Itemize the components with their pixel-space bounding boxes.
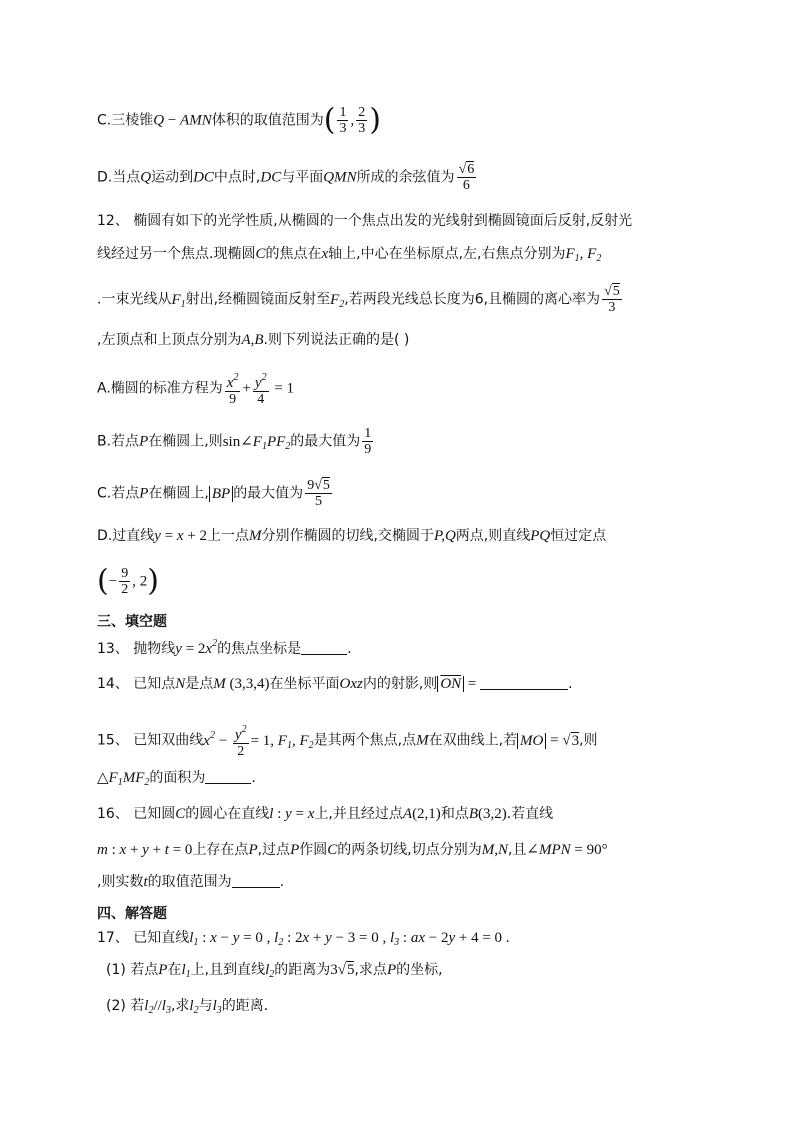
text: C.若点 <box>97 485 140 502</box>
text: ,求 <box>170 998 190 1014</box>
section-3-title: 三、填空题 <box>97 614 167 630</box>
answer-blank <box>301 640 347 655</box>
math: = <box>464 676 481 692</box>
text: 线经过另一个焦点.现椭圆 <box>97 246 256 262</box>
math: l : y = x <box>269 806 315 822</box>
math: P <box>290 842 300 858</box>
text: 在坐标平面 <box>269 676 340 692</box>
fraction: $\frac{2}{3}$ <box>358 105 366 136</box>
math: P <box>139 433 149 450</box>
math: QMN <box>323 169 357 186</box>
text: 两点,则直线 <box>455 528 531 544</box>
q12-option-b <box>97 426 375 457</box>
text: 的焦点坐标是 <box>217 641 302 657</box>
math: ∠MPN = 90° <box>526 842 608 858</box>
text: 上,并且经过点 <box>314 806 403 822</box>
text: D.当点 <box>97 169 141 186</box>
q12-line-1: 12、 椭圆有如下的光学性质,从椭圆的一个焦点出发的光线射到椭圆镜面后反射,反射光 <box>97 213 633 229</box>
math: M,N <box>481 842 508 858</box>
answer-blank <box>232 873 280 888</box>
math: $\overline{ON}$ <box>437 676 464 692</box>
text: 14、 已知点 <box>97 676 176 692</box>
section-4-title: 四、解答题 <box>97 906 167 922</box>
math: N <box>175 676 186 692</box>
math: A,B <box>241 332 264 348</box>
text: 与 <box>198 998 213 1014</box>
q16-line-2 <box>97 840 608 860</box>
q11-option-d <box>97 162 478 193</box>
text: 恒过定点 <box>550 528 607 544</box>
q12-option-d <box>97 526 606 546</box>
math: $F_1$ <box>171 291 186 310</box>
fraction: $\frac{√6}{6}$ <box>458 162 475 193</box>
math: M (3,3,4) <box>213 676 270 692</box>
text: 上一点 <box>207 528 250 544</box>
text: .则下列说法正确的是( ) <box>263 332 410 348</box>
text: 和点 <box>440 806 469 822</box>
math: P <box>248 842 258 858</box>
q15-line-2 <box>97 768 256 793</box>
text: 所成的余弦值为 <box>356 169 455 186</box>
text: 的圆心在直线 <box>185 806 270 822</box>
q12-option-d-point <box>97 563 159 599</box>
text: (2) 若 <box>106 998 145 1014</box>
math: = 1 <box>270 380 295 397</box>
math: = √3 <box>546 732 580 749</box>
text: ,若两段光线总长度为6,且椭圆的离心率为 <box>344 291 601 308</box>
text: .一束光线从 <box>97 291 172 308</box>
math: 3√5 <box>330 962 355 978</box>
fraction: $\frac{√5}{3}$ <box>604 284 620 315</box>
math: + <box>242 380 251 397</box>
text: ,则 <box>579 732 598 749</box>
math: y = x + 2 <box>154 528 208 544</box>
answer-blank <box>205 769 251 784</box>
q15-line-1 <box>97 722 598 759</box>
text: B.若点 <box>97 433 140 450</box>
text: 的坐标, <box>396 962 443 978</box>
q14 <box>97 674 573 694</box>
math: $y = 2x^2$ <box>175 638 218 657</box>
math: C <box>175 806 186 822</box>
fraction: $\frac{y^2}{4}$ <box>254 372 267 407</box>
answer-blank <box>480 675 568 690</box>
text: 上存在点 <box>192 842 249 858</box>
math: , 2 <box>132 573 148 590</box>
text: ,左顶点和上顶点分别为 <box>97 332 242 348</box>
q12-line-3 <box>97 284 624 315</box>
fraction: $\frac{1}{3}$ <box>339 105 347 136</box>
text: .若直线 <box>506 806 554 822</box>
fraction: $\frac{y^2}{2}$ <box>234 724 247 759</box>
text: . <box>347 641 352 657</box>
paren: ) <box>369 102 381 138</box>
text: 的取值范围为 <box>147 874 232 890</box>
math: $l_3$ <box>212 998 222 1016</box>
math: BP <box>209 486 233 502</box>
math: DC <box>193 169 214 186</box>
text: 的距离为 <box>274 962 331 978</box>
text: 上,且到直线 <box>190 962 266 978</box>
text: 在椭圆上,则 <box>148 433 223 450</box>
text: 在 <box>167 962 182 978</box>
math: C <box>327 842 338 858</box>
q17 <box>97 928 510 953</box>
q12-line-4 <box>97 330 409 350</box>
text: . <box>279 874 285 890</box>
text: 13、 抛物线 <box>97 641 176 657</box>
paren: ( <box>323 102 336 138</box>
fraction: $\frac{x^2}{9}$ <box>226 372 239 407</box>
math: $F_1$, $F_2$ <box>565 246 602 264</box>
q12-option-a <box>97 370 294 407</box>
text: 17、 已知直线 <box>97 930 190 946</box>
text: 与平面 <box>281 169 324 186</box>
math: C <box>255 246 266 262</box>
math: $l_2$ <box>189 998 199 1016</box>
math: DC <box>260 169 282 186</box>
text: . <box>251 770 256 786</box>
text: 在椭圆上, <box>148 485 209 502</box>
math: P <box>386 962 397 978</box>
math: $l_1$ : x − y = 0 , $l_2$ : 2x + y − 3 = 0 , $l_3$ : ax − 2y + 4 = 0 . <box>189 930 510 948</box>
text: ,则实数 <box>97 874 144 890</box>
math: A(2,1) <box>402 806 441 822</box>
text: 轴上,中心在坐标原点,左,右焦点分别为 <box>328 246 566 262</box>
text: 16、 已知圆 <box>97 806 176 822</box>
text: 体积的取值范围为 <box>211 112 324 129</box>
text: 作圆 <box>299 842 328 858</box>
text: 是点 <box>185 676 214 692</box>
text: 分别作椭圆的切线,交椭圆于 <box>261 528 434 544</box>
math: m : x + y + t = 0 <box>97 842 193 858</box>
text: 运动到 <box>151 169 194 186</box>
math: Oxz <box>339 676 363 692</box>
q17-part-1 <box>106 960 443 985</box>
text: 的最大值为 <box>290 433 361 450</box>
math: PQ <box>530 528 551 544</box>
math: P <box>158 962 168 978</box>
math: P <box>139 485 149 502</box>
math: x <box>321 246 329 262</box>
math: , <box>350 112 355 129</box>
math: M <box>249 528 262 544</box>
q13 <box>97 634 352 659</box>
text: 中点时, <box>213 169 261 186</box>
math: t <box>143 874 148 890</box>
text: A.椭圆的标准方程为 <box>97 380 223 397</box>
fraction: $\frac{9√5}{5}$ <box>307 478 330 509</box>
q11-option-c <box>97 102 381 138</box>
text: 的两条切线,切点分别为 <box>337 842 482 858</box>
text: 15、 已知双曲线 <box>97 732 204 749</box>
text: 的焦点在 <box>265 246 322 262</box>
text: (1) 若点 <box>106 962 159 978</box>
text: ,求点 <box>354 962 387 978</box>
math: $\sin\angle F_1PF_2$ <box>222 433 291 452</box>
text: 的距离. <box>221 998 269 1014</box>
math: AMN <box>180 112 212 129</box>
paren: ) <box>147 563 159 599</box>
text: C.三棱锥 <box>97 112 154 129</box>
math: − <box>108 573 118 590</box>
math: $\triangle F_1MF_2$ <box>97 770 150 788</box>
math: − <box>164 112 181 129</box>
math: $F_2$ <box>330 291 345 310</box>
math: Q <box>140 169 152 186</box>
paren: ( <box>97 563 109 599</box>
text: 在双曲线上,若 <box>428 732 518 749</box>
math: = 1, $F_1$, $F_2$ <box>250 732 314 751</box>
q12-line-2 <box>97 244 601 269</box>
math: B(3,2) <box>468 806 507 822</box>
math: M <box>416 732 429 749</box>
math: $x^2$ − <box>203 729 231 749</box>
math: MO <box>517 733 546 749</box>
q12-option-c <box>97 478 334 509</box>
text: 的面积为 <box>149 770 206 786</box>
text: 是其两个焦点,点 <box>313 732 417 749</box>
math: $l_2$ <box>265 962 275 980</box>
text: 射出,经椭圆镜面反射至 <box>185 291 331 308</box>
text: . <box>568 676 573 692</box>
math: P,Q <box>433 528 456 544</box>
math: $l_1$ <box>181 962 191 980</box>
q16-line-3 <box>97 872 284 892</box>
text: D.过直线 <box>97 528 155 544</box>
text: 内的射影,则 <box>362 676 438 692</box>
fraction: $\frac{1}{9}$ <box>364 426 372 457</box>
text: ,且 <box>507 842 527 858</box>
q16-line-1 <box>97 804 553 824</box>
fraction: $\frac{9}{2}$ <box>121 566 129 597</box>
text: 的最大值为 <box>233 485 304 502</box>
text: ,过点 <box>257 842 291 858</box>
q17-part-2 <box>106 996 268 1021</box>
math: Q <box>153 112 165 129</box>
math: $l_2//l_3$ <box>144 998 171 1016</box>
